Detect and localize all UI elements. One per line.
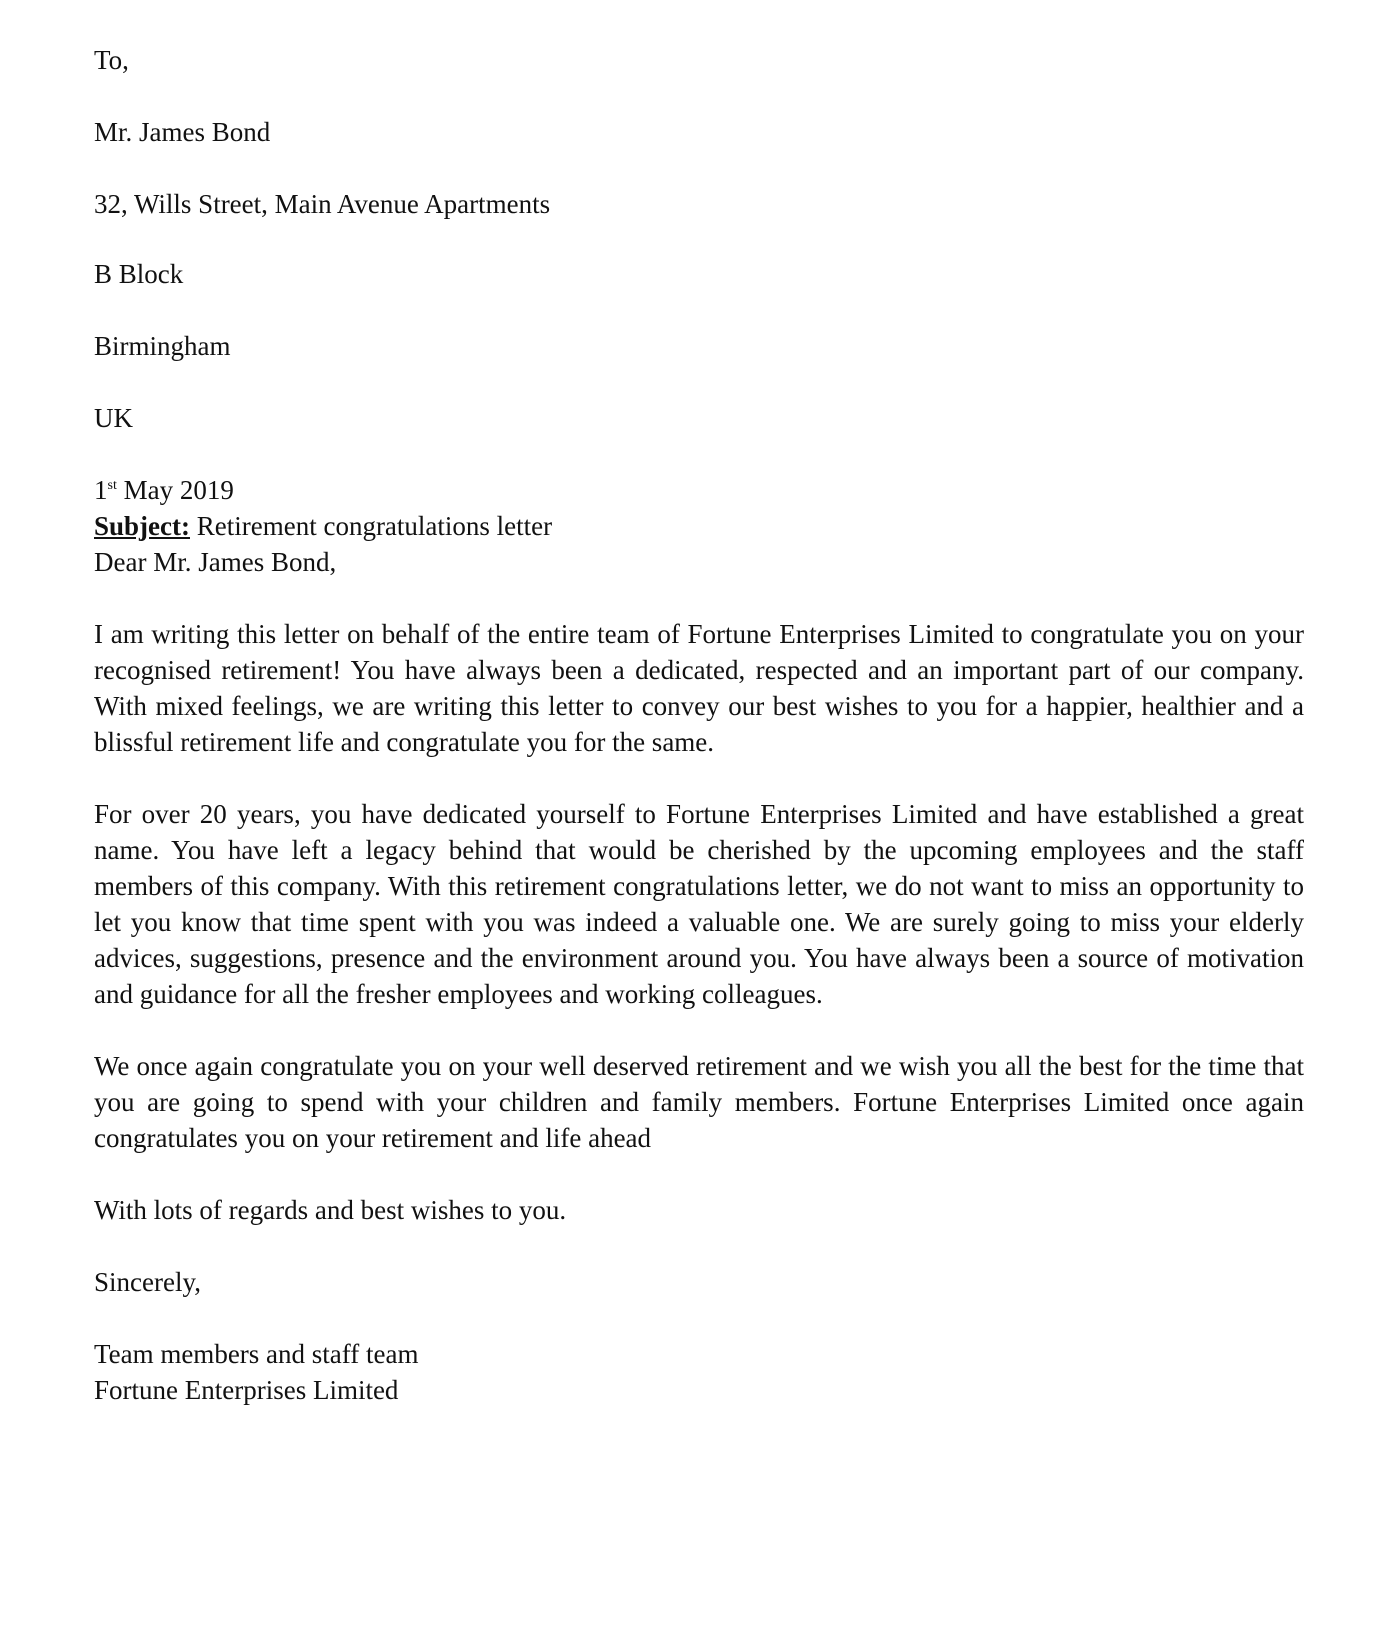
subject-label: Subject: bbox=[94, 511, 190, 541]
greeting: Dear Mr. James Bond, bbox=[94, 547, 337, 577]
subject-line bbox=[94, 508, 1304, 544]
signature-line-2: Fortune Enterprises Limited bbox=[94, 1375, 399, 1405]
date-day: 1 bbox=[94, 475, 108, 505]
subject-text: Retirement congratulations letter bbox=[196, 511, 553, 541]
to-label: To, bbox=[94, 45, 129, 75]
body-paragraph-1: I am writing this letter on behalf of the entire team of Fortune Enterprises Limited to congratulate you on your recognised retirement! You have always been a dedicated, respected and an important part of our company. With mixed feelings, we are writing this letter to convey our best wishes to you for a happier, healthier and a blissful retirement life and congratulate you for the same. bbox=[94, 619, 1304, 757]
signature-line-1: Team members and staff team bbox=[94, 1339, 419, 1369]
signoff: Sincerely, bbox=[94, 1267, 201, 1297]
recipient-country: UK bbox=[94, 403, 133, 433]
recipient-address-line1: 32, Wills Street, Main Avenue Apartments bbox=[94, 189, 551, 219]
body-paragraph-2: For over 20 years, you have dedicated yourself to Fortune Enterprises Limited and have established a great name. You have left a legacy behind that would be cherished by the upcoming employees and the staff members of this company. With this retirement congratulations letter, we do not want to miss an opportunity to let you know that time spent with you was indeed a valuable one. We are surely going to miss your elderly advices, suggestions, presence and the environment around you. You have always been a source of motivation and guidance for all the fresher employees and working colleagues. bbox=[94, 799, 1304, 1009]
letter-date bbox=[94, 472, 1304, 508]
recipient-city: Birmingham bbox=[94, 331, 231, 361]
recipient-name: Mr. James Bond bbox=[94, 117, 271, 147]
letter-document bbox=[94, 42, 1304, 1408]
body-paragraph-3: We once again congratulate you on your well deserved retirement and we wish you all the best for the time that you are going to spend with your children and family members. Fortune Enterprises Limited once again congratulates you on your retirement and life ahead bbox=[94, 1051, 1304, 1153]
recipient-address-line2: B Block bbox=[94, 259, 184, 289]
closing-remark: With lots of regards and best wishes to you. bbox=[94, 1195, 567, 1225]
date-suffix: st bbox=[107, 478, 117, 493]
date-month-year: May 2019 bbox=[123, 475, 234, 505]
